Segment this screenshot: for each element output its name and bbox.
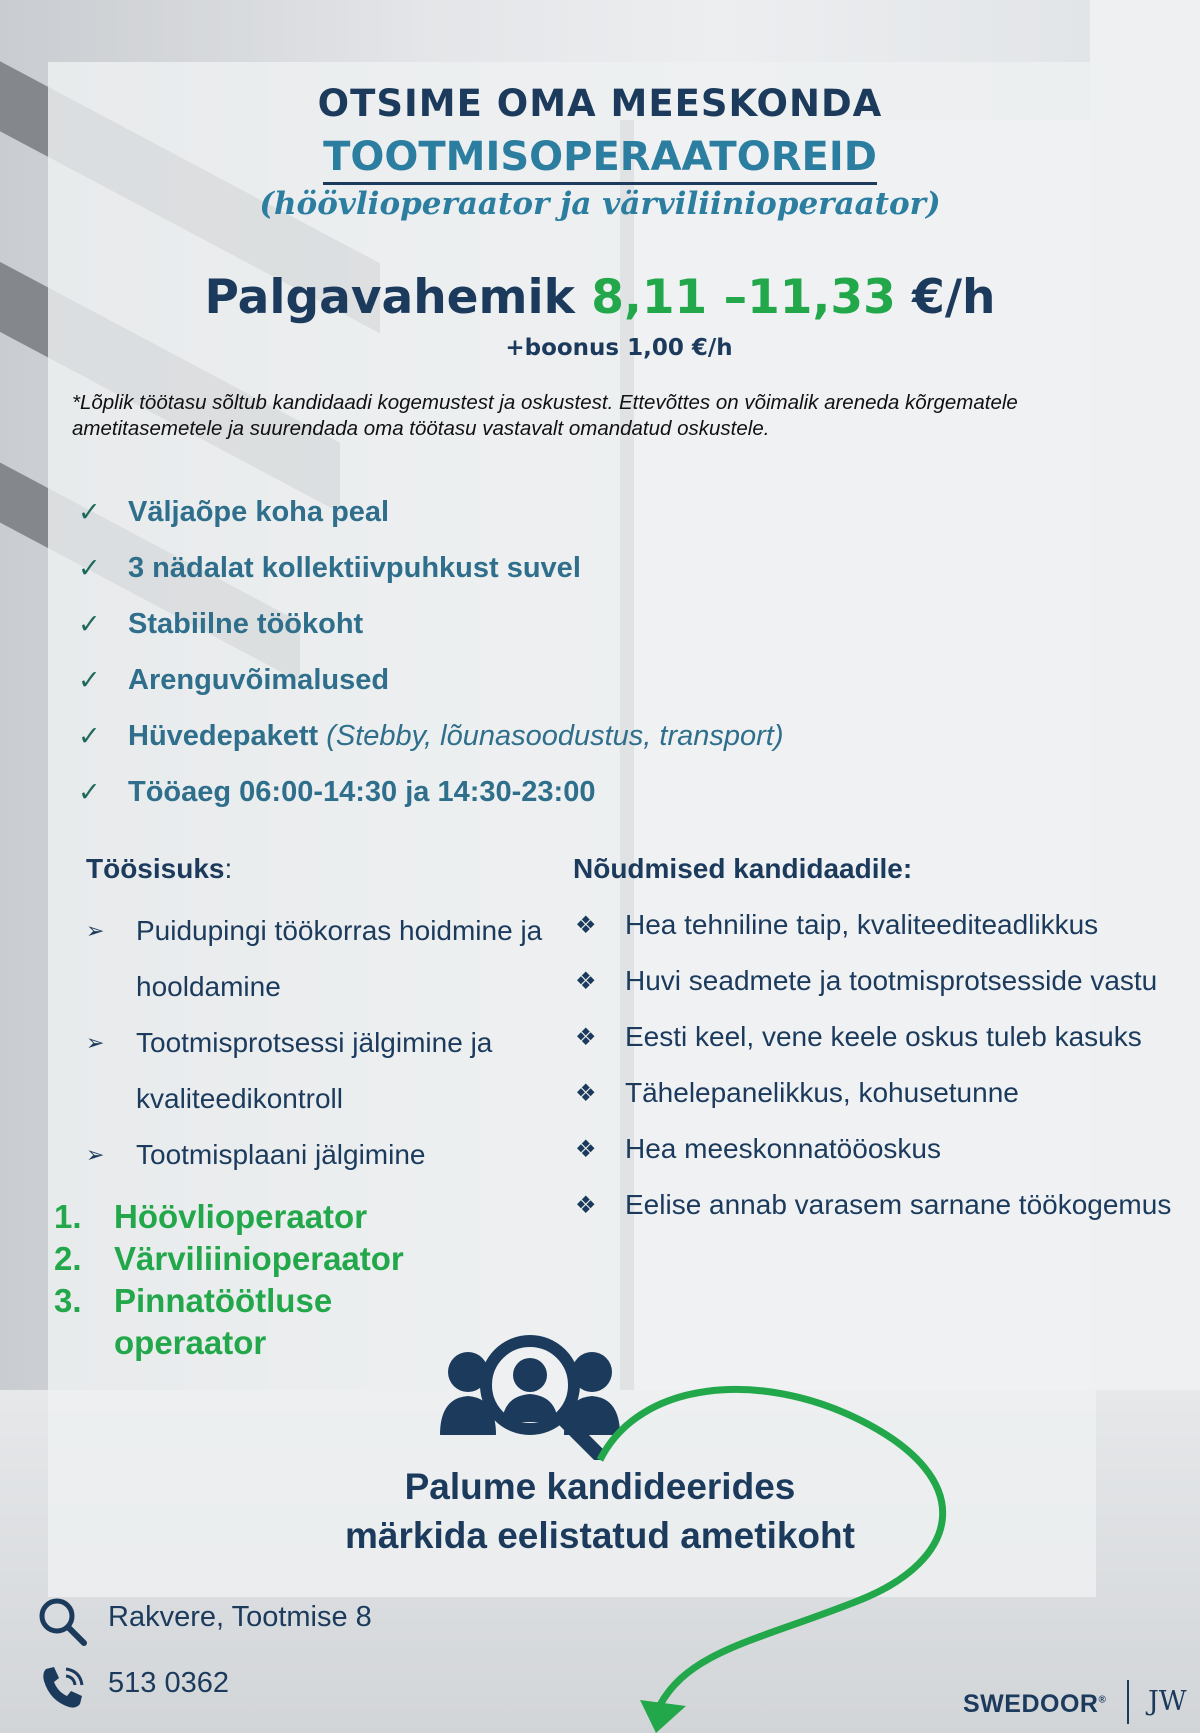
check-icon: ✓ (78, 609, 101, 639)
phone-icon (36, 1661, 90, 1715)
duty-item: ➢ Tootmisprotsessi jälgimine ja kvaliteedikontroll (86, 1015, 546, 1127)
requirement-item: ❖ Tähelepanelikkus, kohusetunne (573, 1065, 1173, 1121)
diamond-bullet-icon: ❖ (575, 1024, 597, 1051)
requirement-item: ❖ Eelise annab varasem sarnane töökogemus (573, 1177, 1173, 1233)
check-icon: ✓ (78, 665, 101, 695)
role-item: 2. Värviliinioperaator (54, 1240, 404, 1277)
diamond-bullet-icon: ❖ (575, 1136, 597, 1163)
benefit-item: ✓ Hüvedepakett (Stebby, lõunasoodustus, transport) (78, 720, 784, 752)
check-icon: ✓ (78, 497, 101, 527)
logo-divider (1127, 1680, 1129, 1724)
benefit-item: ✓ Arenguvõimalused (78, 664, 390, 696)
swedoor-logo: SWEDOOR® (963, 1690, 1107, 1718)
diamond-bullet-icon: ❖ (575, 1192, 597, 1219)
salary-footnote: *Lõplik töötasu sõltub kandidaadi kogemustest ja oskustest. Ettevõttes on võimalik areneda kõrgematele ametitasemetele ja suurendada oma töötasu vastavalt omandatud oskustele. (72, 391, 1018, 440)
call-to-action: Palume kandideerides märkida eelistatud ametikoht (345, 1466, 855, 1556)
role-item: 3. Pinnatöötluse operaator (54, 1282, 333, 1361)
requirement-item: ❖ Hea meeskonnatööoskus (573, 1121, 1173, 1177)
jw-logo: JW (1148, 1686, 1187, 1717)
diamond-bullet-icon: ❖ (575, 1080, 597, 1107)
diamond-bullet-icon: ❖ (575, 912, 597, 939)
salary-label: Palgavahemik (204, 270, 575, 325)
arrow-bullet-icon: ➢ (86, 1142, 105, 1167)
check-icon: ✓ (78, 553, 101, 583)
arrow-bullet-icon: ➢ (86, 1030, 105, 1055)
requirement-item: ❖ Huvi seadmete ja tootmisprotsesside vastu (573, 953, 1173, 1009)
address-row (36, 1595, 372, 1657)
arrow-bullet-icon: ➢ (86, 918, 105, 943)
duty-item: ➢ Tootmisplaani jälgimine (86, 1127, 546, 1183)
benefit-detail: (Stebby, lõunasoodustus, transport) (326, 720, 784, 752)
check-icon: ✓ (78, 777, 101, 807)
headline: OTSIME OMA MEESKONDA (317, 82, 883, 125)
job-title: TOOTMISOPERAATOREID (0, 134, 1200, 180)
requirements-heading: Nõudmised kandidaadile: (573, 853, 913, 884)
salary-range: 8,11 –11,33 (591, 270, 896, 325)
phone-row (36, 1661, 229, 1723)
role-item: 1. Höövlioperaator (54, 1198, 368, 1235)
job-subtitle: (höövlioperaator ja värviliinioperaator) (259, 186, 941, 222)
requirement-item: ❖ Hea tehniline taip, kvaliteediteadlikkus (573, 897, 1173, 953)
search-icon (36, 1595, 90, 1649)
address-text: Rakvere, Tootmise 8 (108, 1601, 372, 1633)
bonus-line: +boonus 1,00 €/h (505, 335, 733, 361)
benefit-item: ✓ 3 nädalat kollektiivpuhkust suvel (78, 552, 581, 584)
phone-text: 513 0362 (108, 1667, 229, 1699)
duties-heading: Töösisuks: (86, 853, 233, 884)
diamond-bullet-icon: ❖ (575, 968, 597, 995)
requirement-item: ❖ Eesti keel, vene keele oskus tuleb kasuks (573, 1009, 1173, 1065)
benefit-item: ✓ Stabiilne töökoht (78, 608, 364, 640)
benefit-item: ✓ Tööaeg 06:00-14:30 ja 14:30-23:00 (78, 776, 596, 808)
benefit-item: ✓ Väljaõpe koha peal (78, 496, 390, 528)
duty-item: ➢ Puidupingi töökorras hoidmine ja hooldamine (86, 903, 546, 1015)
check-icon: ✓ (78, 721, 101, 751)
salary-unit: €/h (912, 270, 996, 325)
